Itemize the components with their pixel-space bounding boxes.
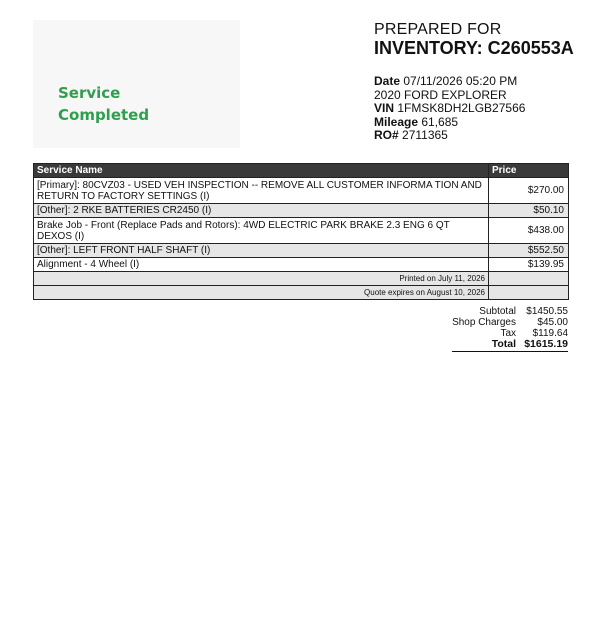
vin-label: VIN — [374, 101, 395, 116]
service-price: $438.00 — [489, 218, 569, 244]
date-label: Date — [374, 74, 401, 88]
shop-charges-value: $45.00 — [537, 317, 568, 328]
shop-charges-row — [452, 317, 568, 328]
service-price: $50.10 — [489, 204, 569, 218]
vehicle-model: 2020 FORD EXPLORER — [374, 87, 507, 102]
total-row — [452, 339, 568, 352]
inventory-number: INVENTORY: C260553A — [374, 38, 574, 58]
quote-expiry-date: Quote expires on August 10, 2026 — [34, 286, 489, 300]
vin-row — [374, 102, 525, 116]
tax-label: Tax — [500, 328, 516, 339]
col-service-name: Service Name — [34, 164, 489, 178]
service-name: [Other]: 2 RKE BATTERIES CR2450 (I) — [34, 204, 489, 218]
total-value: $1615.19 — [524, 338, 568, 350]
quote-blank-cell — [489, 286, 569, 300]
total-label: Total — [491, 338, 516, 350]
date-value: 07/11/2026 05:20 PM — [403, 74, 518, 88]
tax-value: $119.64 — [532, 328, 568, 339]
mileage-label: Mileage — [374, 114, 419, 129]
subtotal-value: $1450.55 — [526, 306, 568, 317]
mileage-value: 61,685 — [421, 114, 459, 129]
printed-row — [34, 272, 569, 286]
table-row — [34, 244, 569, 258]
service-price: $139.95 — [489, 258, 569, 272]
quote-expires-row — [34, 286, 569, 300]
prepared-for-label: PREPARED FOR — [374, 21, 502, 38]
date-row — [374, 75, 525, 89]
service-name: Brake Job - Front (Replace Pads and Rotors): 4WD ELECTRIC PARK BRAKE 2.3 ENG 6 QT DEXOS (I) — [34, 218, 489, 244]
service-name: [Other]: LEFT FRONT HALF SHAFT (I) — [34, 244, 489, 258]
table-row — [34, 178, 569, 204]
vehicle-info — [374, 75, 525, 143]
totals-block — [452, 306, 568, 352]
printed-blank-cell — [489, 272, 569, 286]
ro-row — [374, 129, 525, 143]
ro-label: RO# — [374, 128, 399, 143]
table-row — [34, 204, 569, 218]
mileage-row — [374, 116, 525, 130]
service-price: $552.50 — [489, 244, 569, 258]
service-table — [33, 163, 569, 300]
subtotal-label: Subtotal — [479, 306, 516, 317]
stamp-line-completed: Completed — [58, 106, 150, 124]
stamp-line-service: Service — [58, 84, 121, 102]
table-header-row — [34, 164, 569, 178]
col-price: Price — [489, 164, 569, 178]
table-row — [34, 258, 569, 272]
printed-date: Printed on July 11, 2026 — [34, 272, 489, 286]
service-name: Alignment - 4 Wheel (I) — [34, 258, 489, 272]
table-row — [34, 218, 569, 244]
service-name: [Primary]: 80CVZ03 - USED VEH INSPECTION -- REMOVE ALL CUSTOMER INFORMA TION AND RETURN TO FACTORY SETTINGS (I) — [34, 178, 489, 204]
service-completed-stamp — [33, 20, 240, 148]
vin-value: 1FMSK8DH2LGB27566 — [397, 101, 526, 116]
subtotal-row — [452, 306, 568, 317]
ro-value: 2711365 — [402, 128, 448, 143]
shop-charges-label: Shop Charges — [452, 317, 516, 328]
service-price: $270.00 — [489, 178, 569, 204]
